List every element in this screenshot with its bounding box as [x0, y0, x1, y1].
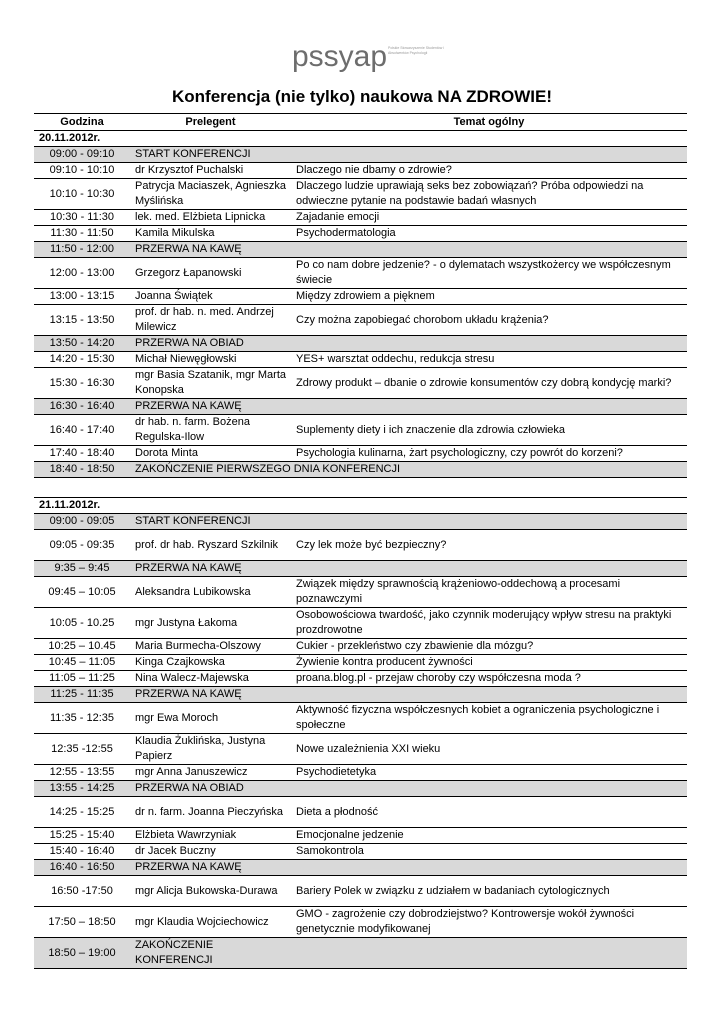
- speaker-cell: lek. med. Elżbieta Lipnicka: [130, 210, 291, 226]
- schedule-body: [34, 131, 687, 969]
- speaker-cell: dr hab. n. farm. Bożena Regulska-Ilow: [130, 415, 291, 446]
- time-cell: 13:15 - 13:50: [34, 305, 130, 336]
- pssyap-logo: [292, 34, 445, 80]
- speaker-cell: Kinga Czajkowska: [130, 655, 291, 671]
- speaker-cell: Maria Burmecha-Olszowy: [130, 639, 291, 655]
- schedule-table: [34, 113, 687, 969]
- time-cell: 10:05 - 10.25: [34, 608, 130, 639]
- time-cell: 11:25 - 11:35: [34, 687, 130, 703]
- speaker-cell: dr n. farm. Joanna Pieczyńska: [130, 797, 291, 828]
- speaker-cell: Aleksandra Lubikowska: [130, 577, 291, 608]
- session-marker-row: [34, 336, 687, 352]
- time-cell: 13:55 - 14:25: [34, 781, 130, 797]
- session-marker-row: [34, 462, 687, 478]
- session-row: [34, 446, 687, 462]
- time-cell: 15:30 - 16:30: [34, 368, 130, 399]
- time-cell: 09:00 - 09:10: [34, 147, 130, 163]
- topic-cell: [291, 399, 687, 415]
- speaker-cell: Grzegorz Łapanowski: [130, 258, 291, 289]
- topic-cell: Żywienie kontra producent żywności: [291, 655, 687, 671]
- logo-tagline: Polskie Stowarzyszenie Studentów i Absolwentów Psychologii: [388, 46, 445, 55]
- topic-cell: Zdrowy produkt – dbanie o zdrowie konsumentów czy dobrą kondycję marki?: [291, 368, 687, 399]
- marker-cell: PRZERWA NA KAWĘ: [130, 399, 291, 415]
- session-row: [34, 258, 687, 289]
- session-marker-row: [34, 781, 687, 797]
- topic-cell: [291, 147, 687, 163]
- topic-cell: Cukier - przekleństwo czy zbawienie dla mózgu?: [291, 639, 687, 655]
- marker-cell: PRZERWA NA KAWĘ: [130, 860, 291, 876]
- time-cell: 12:00 - 13:00: [34, 258, 130, 289]
- time-cell: 10:30 - 11:30: [34, 210, 130, 226]
- topic-cell: Osobowościowa twardość, jako czynnik moderujący wpływ stresu na praktyki prozdrowotne: [291, 608, 687, 639]
- speaker-cell: mgr Ewa Moroch: [130, 703, 291, 734]
- speaker-cell: mgr Anna Januszewicz: [130, 765, 291, 781]
- header-topic: Temat ogólny: [291, 114, 687, 131]
- time-cell: 11:50 - 12:00: [34, 242, 130, 258]
- session-marker-row: [34, 860, 687, 876]
- speaker-cell: mgr Klaudia Wojciechowicz: [130, 907, 291, 938]
- speaker-cell: mgr Basia Szatanik, mgr Marta Konopska: [130, 368, 291, 399]
- speaker-cell: Patrycja Maciaszek, Agnieszka Myślińska: [130, 179, 291, 210]
- time-cell: 18:50 – 19:00: [34, 938, 130, 969]
- topic-cell: Aktywność fizyczna współczesnych kobiet a ograniczenia psychologiczne i społeczne: [291, 703, 687, 734]
- session-row: [34, 734, 687, 765]
- time-cell: 10:25 – 10.45: [34, 639, 130, 655]
- topic-cell: Suplementy diety i ich znaczenie dla zdrowia człowieka: [291, 415, 687, 446]
- topic-cell: Dlaczego nie dbamy o zdrowie?: [291, 163, 687, 179]
- speaker-cell: Kamila Mikulska: [130, 226, 291, 242]
- session-row: [34, 703, 687, 734]
- time-cell: 14:25 - 15:25: [34, 797, 130, 828]
- session-marker-row: [34, 242, 687, 258]
- session-marker-row: [34, 399, 687, 415]
- session-row: [34, 226, 687, 242]
- session-row: [34, 797, 687, 828]
- topic-cell: [291, 561, 687, 577]
- session-row: [34, 577, 687, 608]
- speaker-cell: Joanna Świątek: [130, 289, 291, 305]
- marker-cell: ZAKOŃCZENIE PIERWSZEGO DNIA KONFERENCJI: [130, 462, 687, 478]
- topic-cell: [291, 938, 687, 969]
- topic-cell: [291, 336, 687, 352]
- session-marker-row: [34, 514, 687, 530]
- speaker-cell: Klaudia Żuklińska, Justyna Papierz: [130, 734, 291, 765]
- topic-cell: Dieta a płodność: [291, 797, 687, 828]
- topic-cell: [291, 242, 687, 258]
- time-cell: 15:40 - 16:40: [34, 844, 130, 860]
- topic-cell: Dlaczego ludzie uprawiają seks bez zobowiązań? Próba odpowiedzi na odwieczne pytanie na podstawie badań własnych: [291, 179, 687, 210]
- time-cell: 17:50 – 18:50: [34, 907, 130, 938]
- time-cell: 13:00 - 13:15: [34, 289, 130, 305]
- date-row: [34, 498, 687, 514]
- topic-cell: Bariery Polek w związku z udziałem w badaniach cytologicznych: [291, 876, 687, 907]
- time-cell: 16:40 - 17:40: [34, 415, 130, 446]
- time-cell: 09:45 – 10:05: [34, 577, 130, 608]
- time-cell: 09:00 - 09:05: [34, 514, 130, 530]
- time-cell: 17:40 - 18:40: [34, 446, 130, 462]
- topic-cell: YES+ warsztat oddechu, redukcja stresu: [291, 352, 687, 368]
- speaker-cell: mgr Alicja Bukowska-Durawa: [130, 876, 291, 907]
- marker-cell: START KONFERENCJI: [130, 147, 291, 163]
- topic-cell: Emocjonalne jedzenie: [291, 828, 687, 844]
- topic-cell: Między zdrowiem a pięknem: [291, 289, 687, 305]
- date-row: [34, 131, 687, 147]
- time-cell: 18:40 - 18:50: [34, 462, 130, 478]
- session-row: [34, 305, 687, 336]
- time-cell: 09:05 - 09:35: [34, 530, 130, 561]
- topic-cell: Czy lek może być bezpieczny?: [291, 530, 687, 561]
- session-row: [34, 844, 687, 860]
- date-cell: 20.11.2012r.: [34, 131, 687, 147]
- session-marker-row: [34, 147, 687, 163]
- time-cell: 15:25 - 15:40: [34, 828, 130, 844]
- session-row: [34, 352, 687, 368]
- marker-cell: PRZERWA NA KAWĘ: [130, 242, 291, 258]
- session-row: [34, 671, 687, 687]
- marker-cell: PRZERWA NA OBIAD: [130, 336, 291, 352]
- session-row: [34, 608, 687, 639]
- topic-cell: [291, 687, 687, 703]
- session-row: [34, 415, 687, 446]
- time-cell: 09:10 - 10:10: [34, 163, 130, 179]
- topic-cell: Czy można zapobiegać chorobom układu krążenia?: [291, 305, 687, 336]
- marker-cell: ZAKOŃCZENIE KONFERENCJI: [130, 938, 291, 969]
- session-marker-row: [34, 561, 687, 577]
- time-cell: 12:35 -12:55: [34, 734, 130, 765]
- topic-cell: proana.blog.pl - przejaw choroby czy współczesna moda ?: [291, 671, 687, 687]
- speaker-cell: prof. dr hab. Ryszard Szkilnik: [130, 530, 291, 561]
- time-cell: 16:50 -17:50: [34, 876, 130, 907]
- session-row: [34, 530, 687, 561]
- time-cell: 12:55 - 13:55: [34, 765, 130, 781]
- time-cell: 16:30 - 16:40: [34, 399, 130, 415]
- speaker-cell: dr Krzysztof Puchalski: [130, 163, 291, 179]
- day-separator: [34, 478, 687, 498]
- session-row: [34, 179, 687, 210]
- topic-cell: [291, 781, 687, 797]
- session-row: [34, 163, 687, 179]
- header-row: [34, 114, 687, 131]
- topic-cell: GMO - zagrożenie czy dobrodziejstwo? Kontrowersje wokół żywności genetycznie modyfikowanej: [291, 907, 687, 938]
- topic-cell: Psychologia kulinarna, żart psychologiczny, czy powrót do korzeni?: [291, 446, 687, 462]
- session-row: [34, 876, 687, 907]
- session-row: [34, 639, 687, 655]
- topic-cell: Samokontrola: [291, 844, 687, 860]
- session-row: [34, 828, 687, 844]
- speaker-cell: Dorota Minta: [130, 446, 291, 462]
- marker-cell: PRZERWA NA KAWĘ: [130, 561, 291, 577]
- header-time: Godzina: [34, 114, 130, 131]
- session-row: [34, 907, 687, 938]
- time-cell: 10:10 - 10:30: [34, 179, 130, 210]
- speaker-cell: dr Jacek Buczny: [130, 844, 291, 860]
- marker-cell: START KONFERENCJI: [130, 514, 291, 530]
- session-row: [34, 368, 687, 399]
- separator-cell: [34, 478, 687, 498]
- time-cell: 13:50 - 14:20: [34, 336, 130, 352]
- time-cell: 11:35 - 12:35: [34, 703, 130, 734]
- topic-cell: Związek między sprawnością krążeniowo-oddechową a procesami poznawczymi: [291, 577, 687, 608]
- speaker-cell: mgr Justyna Łakoma: [130, 608, 291, 639]
- header-speaker: Prelegent: [130, 114, 291, 131]
- time-cell: 11:05 – 11:25: [34, 671, 130, 687]
- marker-cell: PRZERWA NA OBIAD: [130, 781, 291, 797]
- session-row: [34, 765, 687, 781]
- date-cell: 21.11.2012r.: [34, 498, 687, 514]
- topic-cell: Psychodermatologia: [291, 226, 687, 242]
- speaker-cell: Nina Walecz-Majewska: [130, 671, 291, 687]
- session-marker-row: [34, 687, 687, 703]
- logo-text: pssyap: [292, 40, 388, 73]
- time-cell: 10:45 – 11:05: [34, 655, 130, 671]
- marker-cell: PRZERWA NA KAWĘ: [130, 687, 291, 703]
- time-cell: 9:35 – 9:45: [34, 561, 130, 577]
- topic-cell: [291, 860, 687, 876]
- speaker-cell: Elżbieta Wawrzyniak: [130, 828, 291, 844]
- time-cell: 14:20 - 15:30: [34, 352, 130, 368]
- session-marker-row: [34, 938, 687, 969]
- topic-cell: [291, 514, 687, 530]
- page-title: Konferencja (nie tylko) naukowa NA ZDROWIE!: [171, 87, 553, 106]
- speaker-cell: prof. dr hab. n. med. Andrzej Milewicz: [130, 305, 291, 336]
- session-row: [34, 289, 687, 305]
- topic-cell: Zajadanie emocji: [291, 210, 687, 226]
- topic-cell: Nowe uzależnienia XXI wieku: [291, 734, 687, 765]
- topic-cell: Psychodietetyka: [291, 765, 687, 781]
- topic-cell: Po co nam dobre jedzenie? - o dylematach wszystkożercy we współczesnym świecie: [291, 258, 687, 289]
- speaker-cell: Michał Niewęgłowski: [130, 352, 291, 368]
- session-row: [34, 655, 687, 671]
- time-cell: 16:40 - 16:50: [34, 860, 130, 876]
- session-row: [34, 210, 687, 226]
- time-cell: 11:30 - 11:50: [34, 226, 130, 242]
